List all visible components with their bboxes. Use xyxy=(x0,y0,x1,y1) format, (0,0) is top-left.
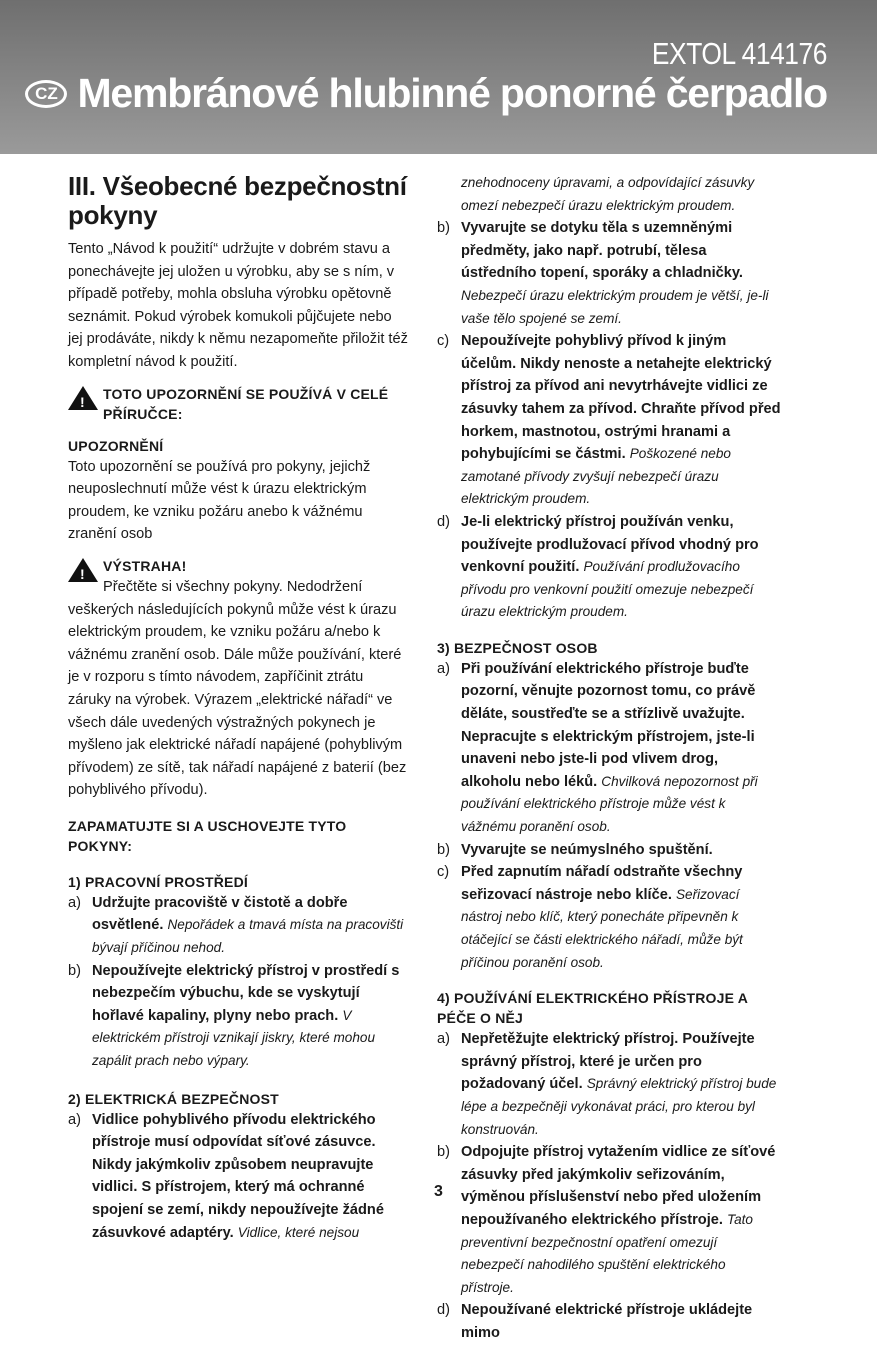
s3-heading: 3) BEZPEČNOST OSOB xyxy=(437,639,598,656)
upozorneni-heading: UPOZORNĚNÍ xyxy=(68,437,164,454)
list-item: a) Vidlice pohyblivého přívodu elektrického přístroje musí odpovídat síťové zásuvce. Nikdy jakýmkoliv způsobem neupravujte vidlici. S přístrojem, který má ochranné spojení se zemí, nikdy nepoužívejte žádné zásuvkové adaptéry. Vidlice, které nejsou xyxy=(68,1111,384,1241)
section-title: III. Všeobecné bezpečnostní pokyny xyxy=(68,171,407,230)
s2-heading: 2) ELEKTRICKÁ BEZPEČNOST xyxy=(68,1090,279,1107)
keep-heading: ZAPAMATUJTE SI A USCHOVEJTE TYTO POKYNY: xyxy=(68,817,347,854)
list-item: a) Při používání elektrického přístroje buďte pozorní, věnujte pozornost tomu, co právě děláte, soustřeďte se a střízlivě uvažujte. Nepracujte s elektrickým přístrojem, jste-li unaveni nebo jste-li pod vlivem drog, alkoholu nebo léků. Chvilková nepozornost při používání elektrického přístroje může vést k vážnému poranění osob. xyxy=(437,660,758,835)
upozorneni-text: Toto upozornění se používá pro pokyny, jejichž neuposlechnutí může vést k úrazu elektrickým proudem, ke vzniku požáru anebo k vážnému zranění osob xyxy=(68,458,371,543)
vystraha-block xyxy=(68,556,408,582)
header-banner xyxy=(0,0,877,154)
model-number: EXTOL 414176 xyxy=(651,36,827,71)
list-item: d) Nepoužívané elektrické přístroje ukládejte mimo xyxy=(437,1302,753,1341)
right-column xyxy=(437,172,782,1345)
s4-heading: 4) POUŽÍVÁNÍ ELEKTRICKÉHO PŘÍSTROJE A PÉČE O NĚJ xyxy=(437,990,748,1027)
list-item: b) Nepoužívejte elektrický přístroj v prostředí s nebezpečím výbuchu, kde se vyskytují hořlavé kapaliny, plyny nebo prach. V elektrickém přístroji vznikají jiskry, které mohou zapálit prach nebo výpary. xyxy=(68,962,400,1069)
warning-triangle-icon: ! xyxy=(68,386,98,410)
warning-triangle-icon: ! xyxy=(68,558,98,582)
list-item: b) Vyvarujte se neúmyslného spuštění. xyxy=(437,841,713,858)
list-item: c) Nepoužívejte pohyblivý přívod k jiným účelům. Nikdy nenoste a netahejte elektrický přístroj za přívod ani nevytrhávejte vidlici ze zásuvky tahem za přívod. Chraňte přívod před horkem, mastnotou, ostrými hranami a pohybujícími se částmi. Poškozené nebo zamotané přívody zvyšují nebezpečí úrazu elektrickým proudem. xyxy=(437,333,781,507)
vystraha-heading: VÝSTRAHA! xyxy=(103,557,187,574)
list-item: a) Nepřetěžujte elektrický přístroj. Používejte správný přístroj, které je určen pro požadovaný účel. Správný elektrický přístroj bude lépe a bezpečněji vykonávat práci, pro kterou byl konstruován. xyxy=(437,1031,777,1137)
list-item: d) Je-li elektrický přístroj používán venku, používejte prodlužovací přívod vhodný pro venkovní použití. Používání prodlužovacího přívodu pro venkovní použití omezuje nebezpečí úrazu elektrickým proudem. xyxy=(437,513,759,620)
list-item: b) Vyvarujte se dotyku těla s uzemněnými předměty, jako např. potrubí, tělesa ústředního topení, sporáky a chladničky. Nebezpečí úrazu elektrickým proudem je větší, je-li vaše tělo spojené se zemí. xyxy=(437,220,769,326)
list-item: c) Před zapnutím nářadí odstraňte všechny seřizovací nástroje nebo klíče. Seřizovací nástroj nebo klíč, který ponecháte připevněn k otáčející se části elektrického nářadí, může být příčinou poranění osob. xyxy=(437,864,743,970)
vystraha-text: Přečtěte si všechny pokyny. Nedodržení veškerých následujících pokynů může vést k úrazu elektrickým proudem, ke vzniku požáru a/nebo k vážnému zranění osob. Dále může používání, které je v rozporu s tímto návodem, zapříčinit ztrátu záruky na výrobek. Výrazem „elektrické nářadí“ ve všech dále uvedených výstražných pokynech je myšleno jak elektrické nářadí napájené (pohyblivým přívodem) ze sítě, tak nářadí napájené z baterií (bez pohyblivého přívodu). xyxy=(68,578,407,799)
intro-text: Tento „Návod k použití“ udržujte v dobrém stavu a ponechávejte jej uložen u výrobku, aby se s ním, v případě potřeby, mohla obsluha výrobku opětovně seznámit. Pokud výrobek komukoli půjčujete nebo jej prodáváte, nikdy k němu nezapomeňte přiložit též kompletní návod k použití. xyxy=(68,241,408,370)
product-title: Membránové hlubinné ponorné čerpadlo xyxy=(77,70,827,116)
list-item: b) Odpojujte přístroj vytažením vidlice ze síťové zásuvky před jakýmkoliv seřizováním, výměnou příslušenství nebo před uložením nepoužívaného elektrického přístroje. Tato preventivní bezpečnostní opatření omezují nebezpečí nahodilého spuštění elektrického přístroje. xyxy=(437,1144,776,1295)
s1-heading: 1) PRACOVNÍ PROSTŘEDÍ xyxy=(68,873,248,890)
list-item: a) Udržujte pracoviště v čistotě a dobře osvětlené. Nepořádek a tmavá místa na pracovišti bývají příčinou nehod. xyxy=(68,894,404,956)
notice-heading: TOTO UPOZORNĚNÍ SE POUŽÍVÁ V CELÉ PŘÍRUČCE: xyxy=(103,385,389,422)
language-badge: CZ xyxy=(25,80,67,108)
notice-block xyxy=(68,384,408,424)
page-number: 3 xyxy=(434,1183,443,1200)
continued-text: znehodnoceny úpravami, a odpovídající zásuvky omezí nebezpečí úrazu elektrickým proudem. xyxy=(461,175,755,213)
left-column xyxy=(68,172,408,1244)
title-row xyxy=(25,70,827,117)
